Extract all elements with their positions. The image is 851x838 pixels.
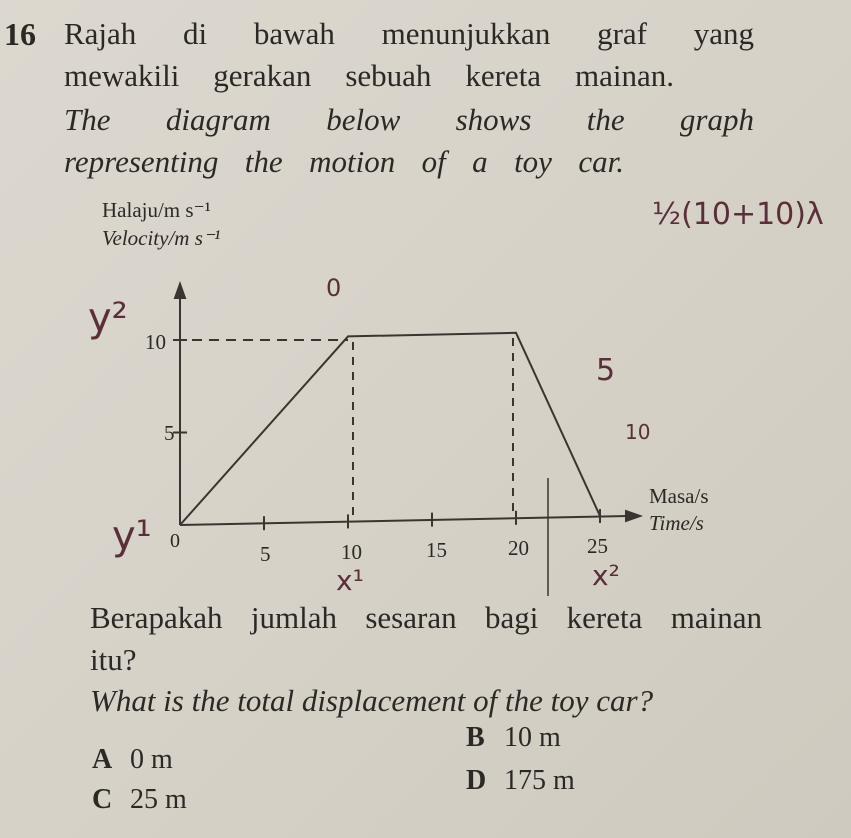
question-text-english-1: The diagram below shows the graph bbox=[64, 102, 754, 137]
x-axis-label-english: Time/s bbox=[649, 511, 704, 535]
x-tick-label: 5 bbox=[260, 542, 271, 566]
prompt-english: What is the total displacement of the toy car? bbox=[90, 683, 654, 718]
handwritten-x2: x² bbox=[592, 559, 620, 592]
question-text-malay-2: mewakili gerakan sebuah kereta mainan. bbox=[64, 58, 674, 93]
y-axis-label-english: Velocity/m s⁻¹ bbox=[102, 226, 221, 250]
handwritten-zero: 0 bbox=[326, 274, 342, 302]
handwritten-y2: y² bbox=[88, 295, 128, 341]
option-b[interactable] bbox=[466, 722, 561, 754]
prompt-malay-1: Berapakah jumlah sesaran bagi kereta mainan bbox=[90, 600, 762, 635]
handwritten-x1: x¹ bbox=[336, 564, 364, 597]
option-letter: D bbox=[466, 765, 487, 796]
option-d[interactable] bbox=[466, 765, 575, 797]
x-tick-label: 25 bbox=[587, 534, 608, 558]
y-tick-label: 10 bbox=[145, 330, 166, 354]
option-text: 0 m bbox=[130, 744, 173, 775]
x-axis-arrow-icon bbox=[626, 511, 640, 521]
option-a[interactable] bbox=[92, 744, 173, 776]
option-letter: C bbox=[92, 784, 113, 815]
option-text: 10 m bbox=[504, 722, 561, 753]
question-text-english-2: representing the motion of a toy car. bbox=[64, 144, 624, 179]
handwritten-five: 5 bbox=[596, 353, 616, 388]
x-tick-label: 20 bbox=[508, 536, 529, 560]
velocity-trace bbox=[180, 333, 600, 525]
option-text: 25 m bbox=[130, 784, 187, 815]
y-axis-label-malay: Halaju/m s⁻¹ bbox=[102, 198, 211, 222]
origin-label: 0 bbox=[170, 530, 180, 552]
question-number: 16 bbox=[4, 16, 36, 52]
option-c[interactable] bbox=[92, 784, 187, 816]
x-axis bbox=[180, 516, 628, 525]
option-letter: B bbox=[466, 722, 485, 753]
handwritten-formula: ½(10+10)λ bbox=[652, 197, 824, 232]
handwritten-y1: y¹ bbox=[112, 513, 152, 559]
option-letter: A bbox=[92, 744, 113, 775]
handwritten-ten: 10 bbox=[625, 420, 651, 444]
x-tick-label: 10 bbox=[341, 540, 362, 564]
y-axis-arrow-icon bbox=[175, 284, 185, 298]
option-text: 175 m bbox=[504, 765, 575, 796]
x-axis-label-malay: Masa/s bbox=[649, 484, 709, 508]
x-tick-label: 15 bbox=[426, 538, 447, 562]
prompt-malay-2: itu? bbox=[90, 642, 137, 677]
question-text-malay-1: Rajah di bawah menunjukkan graf yang bbox=[64, 16, 754, 51]
y-tick-label: 5 bbox=[164, 421, 175, 445]
